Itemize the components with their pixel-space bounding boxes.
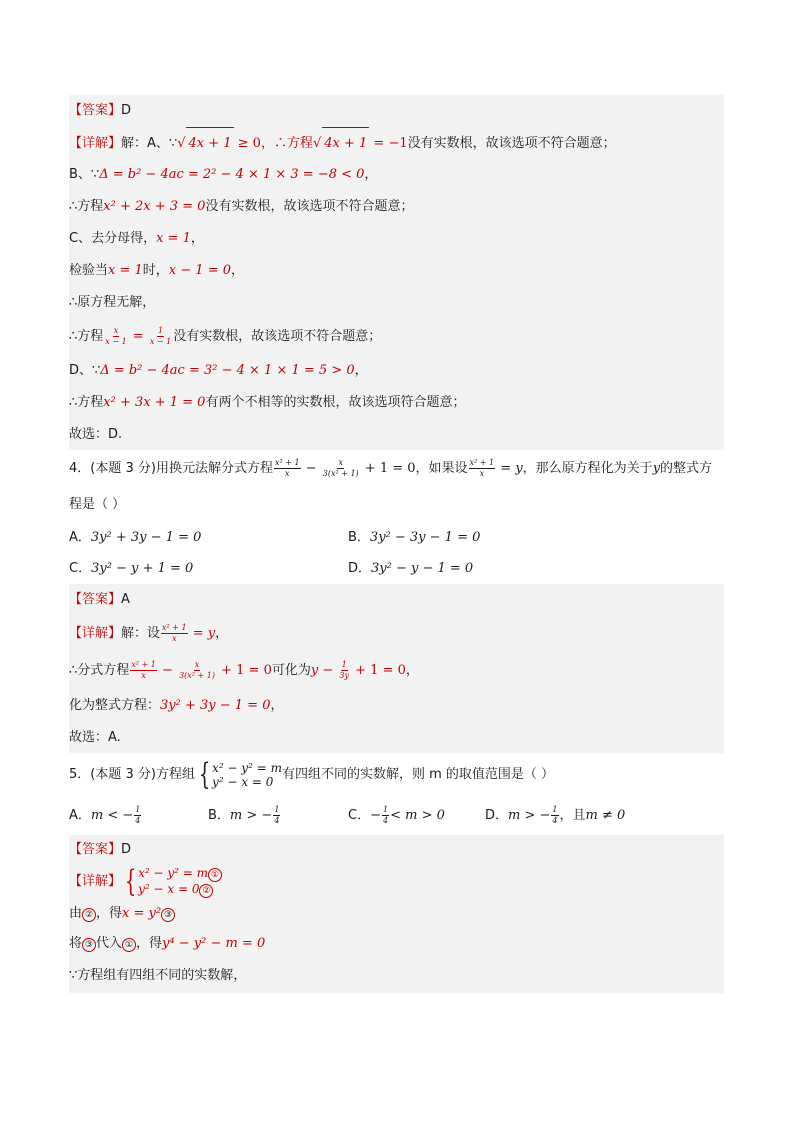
text: ∵方程组有四组不同的实数解， (69, 968, 247, 983)
text: ， (405, 663, 419, 678)
detail-line-2 (69, 159, 724, 191)
text: ≥ 0，∴方程 (233, 136, 313, 151)
detail-line-10 (69, 419, 724, 450)
numerator: x² + 1 (131, 660, 156, 669)
answer-line (69, 95, 724, 127)
fraction (161, 623, 188, 644)
math: − (301, 461, 321, 476)
text: D、∵ (69, 363, 101, 378)
option-c[interactable] (69, 554, 193, 584)
denominator: 4 (274, 816, 280, 825)
text: 代入 (96, 936, 123, 951)
math: y⁴ − y² − m = 0 (162, 936, 266, 951)
denominator: x (141, 671, 146, 680)
fraction (273, 805, 280, 826)
fraction (322, 458, 360, 479)
denominator: x (285, 469, 290, 478)
text: 检验当 (69, 263, 109, 278)
detail-tag: 【详解】 (69, 626, 122, 641)
circled-number: ② (82, 908, 96, 922)
option-b[interactable] (348, 522, 480, 554)
math: − (370, 808, 381, 823)
text: ， (364, 167, 378, 182)
detail-line-7 (69, 319, 724, 355)
answer-tag: 【答案】 (69, 103, 122, 118)
text: 4．(本题 3 分)用换元法解分式方程 (69, 461, 273, 476)
denominator: 3(x² + 1) (179, 671, 215, 680)
detail-line-4 (69, 959, 724, 993)
option-label: A． (69, 808, 91, 823)
circled-number: ① (122, 938, 136, 952)
numerator: 1 (157, 326, 164, 335)
numerator: 1 (341, 660, 347, 669)
answer-line (69, 584, 724, 616)
fraction (104, 326, 127, 347)
option-label: C． (69, 561, 92, 576)
math: y − (310, 663, 338, 678)
equation-system (195, 756, 282, 792)
detail-line-5 (69, 255, 724, 287)
fraction (382, 805, 389, 826)
numerator: x² + 1 (274, 458, 300, 467)
text: ，得 (136, 936, 163, 951)
text: ， (354, 363, 368, 378)
option-label: B． (348, 530, 370, 545)
equation: x² − y² = m (138, 865, 209, 880)
numerator: 1 (382, 805, 389, 814)
text: 可化为 (271, 663, 311, 678)
fraction (551, 805, 558, 826)
option-a[interactable] (69, 797, 142, 835)
equation-system (121, 863, 222, 899)
text: 由 (69, 906, 83, 921)
math: = y (496, 461, 523, 476)
detail-line-4 (69, 223, 724, 255)
math: + 1 = 0 (217, 663, 272, 678)
q4-options-row-2 (69, 554, 724, 584)
circled-number: ③ (161, 908, 175, 922)
circled-number: ② (199, 884, 213, 898)
q5-options-row (69, 797, 724, 835)
text: 故选：D. (69, 427, 123, 442)
option-a[interactable] (69, 522, 201, 554)
text: 没有实数根，故该选项不符合题意； (407, 136, 616, 151)
q4-answer-block (69, 584, 724, 753)
detail-line-3 (69, 191, 724, 223)
brace-icon: { (124, 863, 137, 899)
math: m > − (508, 808, 551, 823)
detail-line-1 (69, 865, 724, 899)
fraction (134, 805, 141, 826)
detail-line-3 (69, 929, 724, 959)
answer-value: D (121, 103, 132, 118)
document-page (69, 95, 724, 993)
fraction (338, 660, 350, 681)
text: ∴方程 (69, 199, 104, 214)
text: ，如果设 (415, 461, 468, 476)
denominator: x (172, 634, 177, 643)
text: 化为整式方程： (69, 698, 161, 713)
option-text: 3y² − 3y − 1 = 0 (369, 530, 481, 545)
option-label: D． (485, 808, 509, 823)
fraction (274, 458, 301, 479)
detail-line-3 (69, 690, 724, 722)
fraction (469, 458, 496, 479)
sqrt-expr: 4x + 1 (322, 127, 369, 160)
math: m < − (90, 808, 134, 823)
math: = −1 (369, 136, 408, 151)
equation-row (138, 882, 222, 898)
answer-line (69, 835, 724, 865)
equation-row: y² − x = 0 (212, 774, 274, 789)
denominator: x − 1 (149, 337, 172, 346)
answer-tag: 【答案】 (69, 592, 122, 607)
text: ，且 (559, 808, 586, 823)
math: + 1 = 0 (360, 461, 416, 476)
q3-answer-block (69, 95, 724, 450)
circled-number: ① (208, 868, 222, 882)
math: = y (188, 626, 216, 641)
detail-line-8 (69, 355, 724, 387)
text: 5．(本题 3 分)方程组 (69, 767, 195, 782)
sqrt-expr: 4x + 1 (186, 127, 233, 160)
math: x² + 2x + 3 = 0 (103, 199, 206, 214)
math: < m > 0 (390, 808, 445, 823)
detail-line-4 (69, 722, 724, 753)
text: ∴方程 (69, 329, 104, 344)
math: Δ = b² − 4ac = 3² − 4 × 1 × 1 = 5 > 0 (100, 363, 355, 378)
math: x = y² (122, 906, 162, 921)
denominator: 3(x² + 1) (322, 469, 359, 478)
math: x² + 3x + 1 = 0 (103, 395, 206, 410)
detail-line-2 (69, 652, 724, 690)
numerator: x (113, 326, 119, 335)
text: ∴分式方程 (69, 663, 130, 678)
answer-tag: 【答案】 (69, 842, 122, 857)
option-label: D． (348, 561, 372, 576)
text: 解：A、∵ (121, 136, 178, 151)
denominator: 4 (552, 816, 558, 825)
question-4 (69, 450, 724, 584)
text: C、去分母得， (69, 231, 157, 246)
denominator: x (479, 469, 485, 478)
text: 解：设 (121, 626, 161, 641)
equation-row (138, 866, 222, 882)
denominator: 4 (382, 816, 389, 825)
text: 有四组不同的实数解，则 m 的取值范围是（ ） (281, 767, 555, 782)
math: = (128, 329, 148, 344)
numerator: x (338, 458, 343, 467)
text: 程是（ ） (69, 497, 126, 512)
text: 时， (142, 263, 169, 278)
answer-value: A (121, 592, 130, 607)
text: ， (231, 263, 245, 278)
q4-stem-line-1 (69, 450, 724, 488)
question-5 (69, 753, 724, 835)
option-text: 3y² + 3y − 1 = 0 (90, 530, 202, 545)
text: ， (190, 231, 204, 246)
option-label: B． (208, 808, 230, 823)
option-label: A． (69, 530, 91, 545)
option-d[interactable] (348, 554, 473, 584)
option-d[interactable] (485, 797, 625, 835)
fraction (178, 660, 216, 681)
text: 没有实数根，故该选项不符合题意； (173, 329, 382, 344)
math: y (652, 461, 661, 476)
text: ，那么原方程化为关于 (522, 461, 653, 476)
equation: y² − x = 0 (138, 881, 200, 896)
option-text: 3y² − y + 1 = 0 (91, 561, 194, 576)
text: B、∵ (69, 167, 100, 182)
denominator: 4 (135, 816, 141, 825)
numerator: 1 (274, 805, 280, 814)
circled-number: ③ (82, 938, 96, 952)
detail-line-1 (69, 616, 724, 652)
numerator: x² + 1 (469, 458, 495, 467)
detail-line-9 (69, 387, 724, 419)
denominator: 3y (339, 671, 349, 680)
detail-line-1: 【详解】解：A、∵√ 4x + 1 ≥ 0，∴方程√ 4x + 1 = −1没有实数根，故该选项不符合题意； (69, 127, 724, 159)
fraction (130, 660, 157, 681)
option-c[interactable] (348, 797, 445, 835)
math: m ≠ 0 (585, 808, 626, 823)
q5-stem-line-1 (69, 753, 724, 797)
detail-tag: 【详解】 (69, 874, 122, 889)
answer-value: D (121, 842, 132, 857)
numerator: x (194, 660, 200, 669)
text: 的整式方 (660, 461, 713, 476)
option-label: C． (348, 808, 371, 823)
q4-stem-line-2 (69, 488, 724, 522)
math: m > − (229, 808, 273, 823)
math: Δ = b² − 4ac = 2² − 4 × 1 × 3 = −8 < 0 (99, 167, 365, 182)
math: + 1 = 0 (351, 663, 406, 678)
text: ， (270, 698, 284, 713)
math: − (157, 663, 178, 678)
math: x = 1 (108, 263, 143, 278)
equation-row: x² − y² = m (212, 760, 282, 775)
option-text: 3y² − y − 1 = 0 (371, 561, 474, 576)
detail-tag: 【详解】 (69, 136, 122, 151)
math: 3y² + 3y − 1 = 0 (160, 698, 271, 713)
text: ， (215, 626, 229, 641)
option-b[interactable] (208, 797, 281, 835)
text: 故选：A. (69, 730, 121, 745)
denominator: x − 1 (105, 337, 127, 346)
q5-answer-block (69, 835, 724, 993)
text: 有两个不相等的实数根，故该选项符合题意； (205, 395, 466, 410)
numerator: 1 (135, 805, 141, 814)
q4-options-row-1 (69, 522, 724, 554)
text: 没有实数根，故该选项不符合题意； (205, 199, 414, 214)
math: x = 1 (156, 231, 191, 246)
text: ，得 (96, 906, 123, 921)
fraction (149, 326, 172, 347)
text: 将 (69, 936, 83, 951)
brace-icon: { (198, 756, 211, 792)
text: ∴原方程无解， (69, 295, 156, 310)
numerator: x² + 1 (162, 623, 187, 632)
detail-line-2 (69, 899, 724, 929)
numerator: 1 (552, 805, 558, 814)
text: ∴方程 (69, 395, 104, 410)
detail-line-6 (69, 287, 724, 319)
math: x − 1 = 0 (168, 263, 231, 278)
